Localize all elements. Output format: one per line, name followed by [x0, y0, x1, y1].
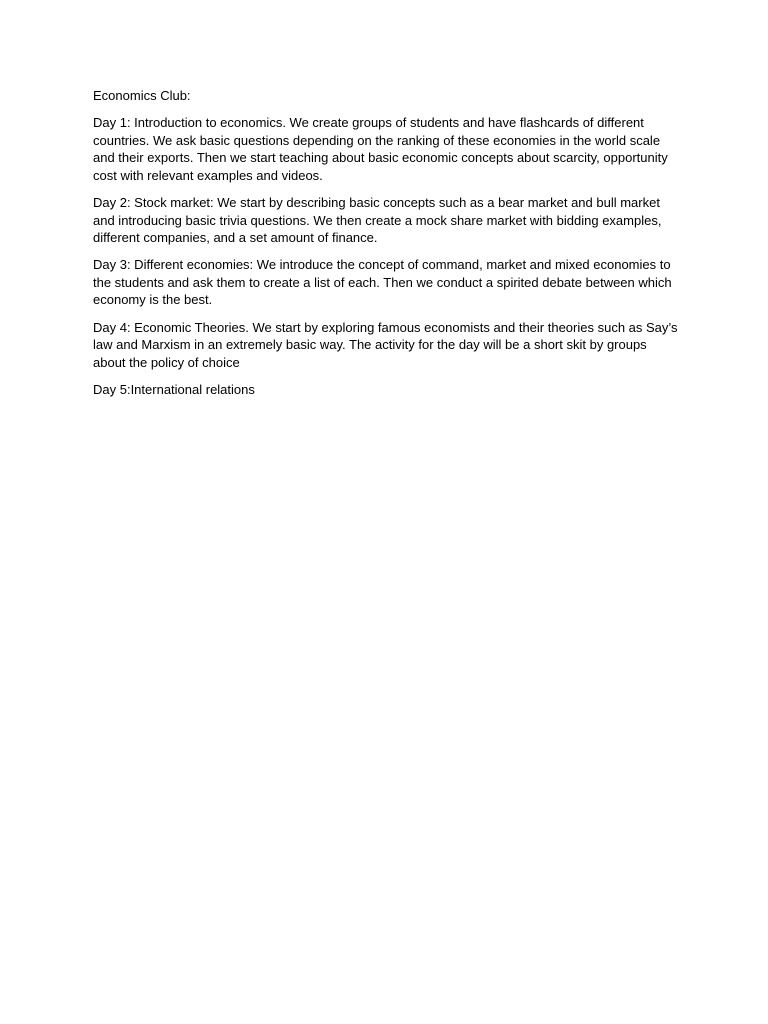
paragraph-day-2: Day 2: Stock market: We start by describing basic concepts such as a bear market and bull market and introducing basic trivia questions. We then create a mock share market with bidding examples, different companies, and a set amount of finance.: [93, 194, 662, 246]
paragraph-day-1: Day 1: Introduction to economics. We create groups of students and have flashcards of different countries. We ask basic questions depending on the ranking of these economies in the world scale and their exports. Then we start teaching about basic economic concepts about scarcity, opportunity cost with relevant examples and videos.: [93, 115, 668, 183]
paragraph-day-4: Day 4: Economic Theories. We start by exploring famous economists and their theories such as Say’s law and Marxism in an extremely basic way. The activity for the day will be a short skit by groups about the policy of choice: [93, 319, 678, 370]
paragraph-day-5: Day 5:International relations: [93, 381, 255, 397]
document-body: [93, 87, 678, 408]
document-heading: Economics Club:: [93, 88, 191, 103]
paragraph-day-3: Day 3: Different economies: We introduce the concept of command, market and mixed economies to the students and ask them to create a list of each. Then we conduct a spirited debate between which economy is the best.: [93, 257, 672, 308]
